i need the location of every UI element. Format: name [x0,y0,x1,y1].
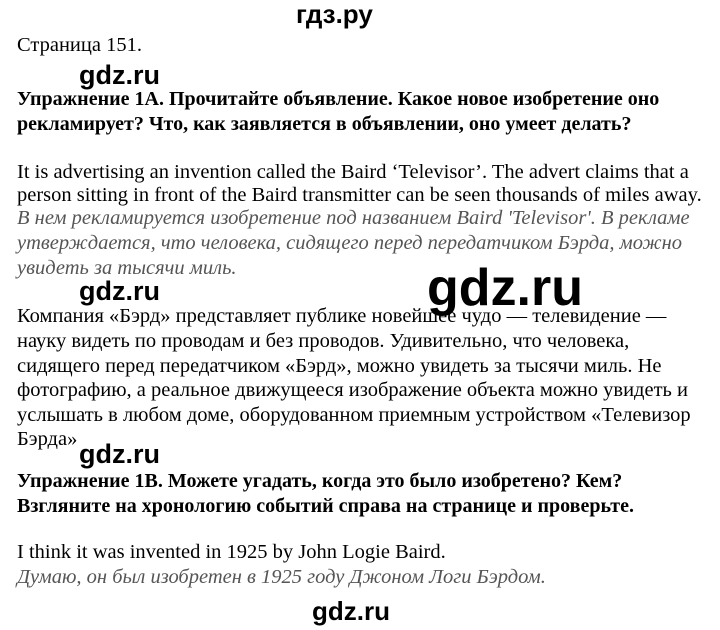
translation-line-2: науку видеть по проводам и без проводов. Удивительно, что человека, [17,330,630,352]
exercise-1a-heading-line-2: рекламирует? Что, как заявляется в объявлении, оно умеет делать? [17,113,632,135]
exercise-1b-heading-line-2: Взгляните на хронологию событий справа на странице и проверьте. [17,495,634,517]
watermark: gdz.ru [79,60,160,90]
watermark-bottom: gdz.ru [312,596,390,626]
watermark-top: гдз.ру [296,0,373,29]
watermark: gdz.ru [79,439,160,469]
translation-line-4: фотографию, а реальное движущееся изображение объекта можно увидеть и [17,379,688,401]
watermark: gdz.ru [79,276,160,306]
exercise-1a-answer-ru-line-3: увидеть за тысячи миль. [17,257,237,279]
translation-line-1: Компания «Бэрд» представляет публике новейшее чудо — телевидение — [17,305,667,327]
exercise-1a-answer-ru-line-2: утверждается, что человека, сидящего перед передатчиком Бэрда, можно [17,232,682,254]
watermark-large: gdz.ru [427,259,583,317]
translation-line-3: сидящего перед передатчиком «Бэрд», можно увидеть за тысячи миль. Не [17,355,662,377]
translation-line-5: услышать в любом доме, оборудованном приемным устройством «Телевизор [17,404,691,426]
exercise-1a-answer-en-line-2: person sitting in front of the Baird transmitter can be seen thousands of miles away. [17,184,702,206]
exercise-1b-answer-ru: Думаю, он был изобретен в 1925 году Джоном Логи Бэрдом. [17,566,546,588]
page-label: Страница 151. [17,34,142,56]
translation-line-6: Бэрда» [17,428,78,450]
exercise-1a-answer-en-line-1: It is advertising an invention called the Baird ‘Televisor’. The advert claims that a [17,161,689,183]
exercise-1b-heading-line-1: Упражнение 1B. Можете угадать, когда это было изобретено? Кем? [17,470,623,492]
exercise-1b-answer-en: I think it was invented in 1925 by John Logie Baird. [17,541,446,563]
exercise-1a-heading-line-1: Упражнение 1A. Прочитайте объявление. Какое новое изобретение оно [17,88,660,110]
exercise-1a-answer-ru-line-1: В нем рекламируется изобретение под названием Baird 'Televisor'. В рекламе [17,207,690,229]
